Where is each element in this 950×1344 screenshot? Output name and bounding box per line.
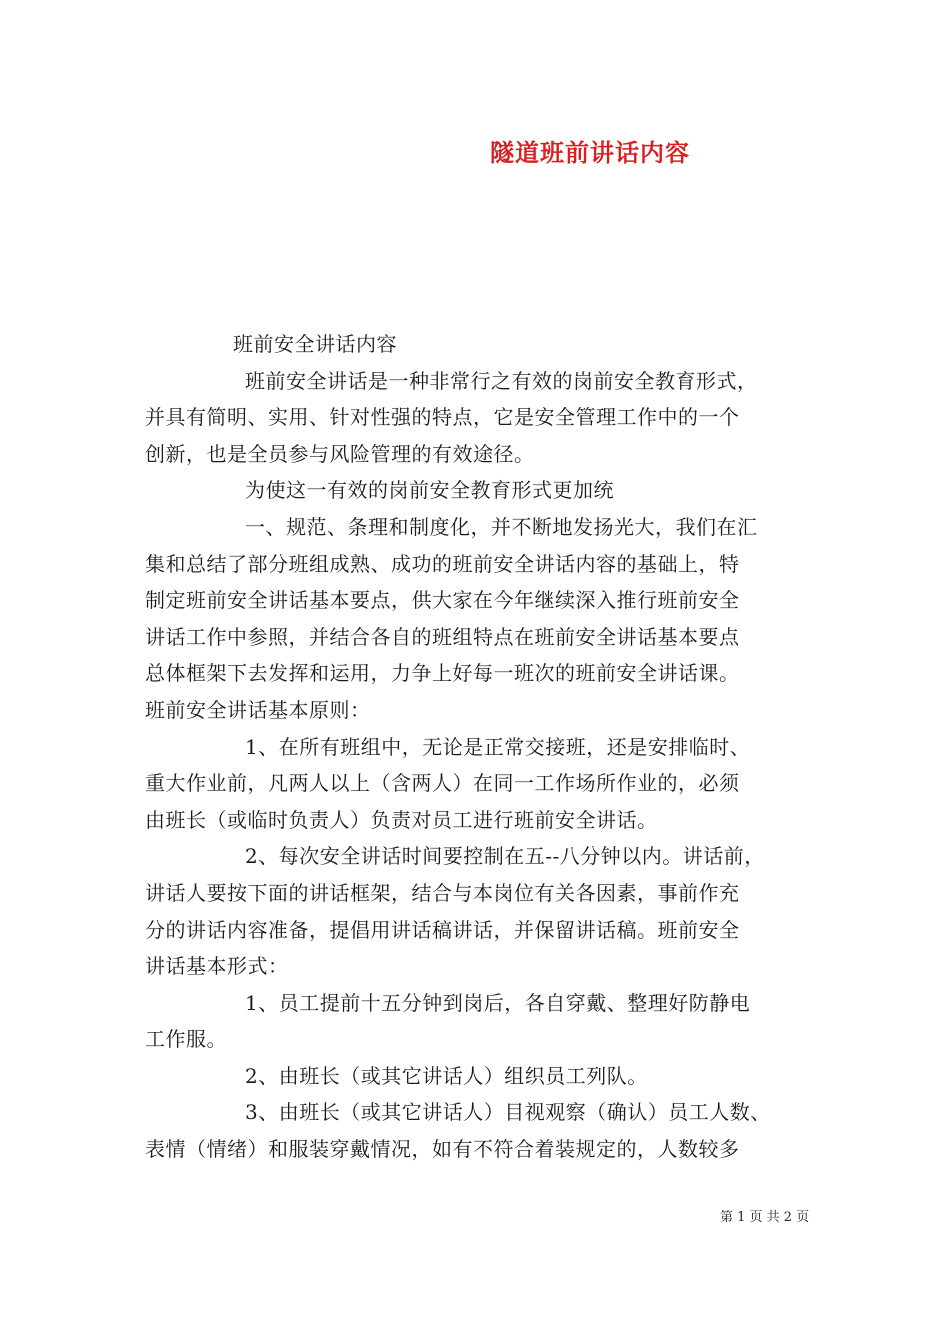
paragraph-line: 班前安全讲话基本原则： xyxy=(145,697,371,722)
paragraph-line: 工作服。 xyxy=(145,1027,227,1052)
paragraph-line: 集和总结了部分班组成熟、成功的班前安全讲话内容的基础上，特 xyxy=(145,551,740,576)
paragraph-line: 讲话人要按下面的讲话框架，结合与本岗位有关各因素，事前作充 xyxy=(145,880,740,905)
paragraph-line: 总体框架下去发挥和运用，力争上好每一班次的班前安全讲话课。 xyxy=(145,661,740,686)
paragraph-line: 制定班前安全讲话基本要点，供大家在今年继续深入推行班前安全 xyxy=(145,588,740,613)
paragraph-line: 1、在所有班组中，无论是正常交接班，还是安排临时、 xyxy=(245,734,751,759)
paragraph-line: 并具有简明、实用、针对性强的特点，它是安全管理工作中的一个 xyxy=(145,405,740,430)
paragraph-line: 创新，也是全员参与风险管理的有效途径。 xyxy=(145,441,535,466)
paragraph-line: 3、由班长（或其它讲话人）目视观察（确认）员工人数、 xyxy=(245,1100,771,1125)
paragraph-line: 2、每次安全讲话时间要控制在五--八分钟以内。讲话前， xyxy=(245,844,765,869)
paragraph-line: 由班长（或临时负责人）负责对员工进行班前安全讲话。 xyxy=(145,807,658,832)
paragraph-line: 一、规范、条理和制度化，并不断地发扬光大，我们在汇 xyxy=(245,514,758,539)
paragraph-line: 讲话工作中参照，并结合各自的班组特点在班前安全讲话基本要点 xyxy=(145,624,740,649)
paragraph-line: 1、员工提前十五分钟到岗后，各自穿戴、整理好防静电 xyxy=(245,990,751,1015)
page-footer: 第 1 页 共 2 页 xyxy=(720,1210,810,1225)
body-text xyxy=(145,326,825,1168)
paragraph-line: 班前安全讲话是一种非常行之有效的岗前安全教育形式， xyxy=(245,368,758,393)
paragraph-line: 讲话基本形式： xyxy=(145,954,289,979)
paragraph-line: 2、由班长（或其它讲话人）组织员工列队。 xyxy=(245,1063,648,1088)
paragraph-line: 表情（情绪）和服装穿戴情况，如有不符合着装规定的，人数较多 xyxy=(145,1137,740,1162)
section-heading: 班前安全讲话内容 xyxy=(233,332,397,356)
paragraph-line: 分的讲话内容准备，提倡用讲话稿讲话，并保留讲话稿。班前安全 xyxy=(145,917,740,942)
page-title: 隧道班前讲话内容 xyxy=(490,138,690,167)
paragraph-line: 重大作业前，凡两人以上（含两人）在同一工作场所作业的，必须 xyxy=(145,771,740,796)
paragraph-line: 为使这一有效的岗前安全教育形式更加统 xyxy=(245,478,614,503)
